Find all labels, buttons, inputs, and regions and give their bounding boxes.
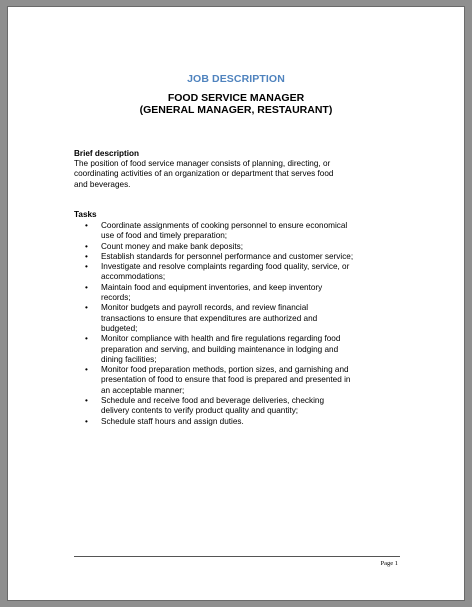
task-text: Investigate and resolve complaints regarding food quality, service, or accommodations; (101, 262, 350, 282)
job-subtitle: (GENERAL MANAGER, RESTAURANT) (139, 104, 333, 116)
page-number: Page 1 (380, 560, 398, 567)
task-text: Schedule and receive food and beverage deliveries, checking delivery contents to verify product quality and quantity; (101, 396, 325, 416)
bullet-icon: • (85, 251, 88, 261)
document-page (7, 6, 465, 601)
task-text: Establish standards for personnel performance and customer service; (101, 251, 354, 261)
task-text: Coordinate assignments of cooking personnel to ensure economical use of food and timely preparation; (101, 221, 348, 241)
task-item (74, 417, 354, 427)
task-text: Count money and make bank deposits; (101, 241, 244, 251)
task-item (74, 283, 354, 304)
task-item (74, 396, 354, 417)
bullet-icon: • (85, 416, 88, 426)
brief-description-text: The position of food service manager consists of planning, directing, or coordinating activities of an organization or department that serves food and beverages. (74, 159, 334, 189)
bullet-icon: • (85, 303, 88, 313)
bullet-icon: • (85, 262, 88, 272)
task-item (74, 365, 354, 396)
bullet-icon: • (85, 365, 88, 375)
task-item (74, 221, 354, 242)
task-item (74, 303, 354, 334)
bullet-icon: • (85, 282, 88, 292)
bullet-icon: • (85, 396, 88, 406)
task-item (74, 334, 354, 365)
bullet-icon: • (85, 334, 88, 344)
bullet-icon: • (85, 221, 88, 230)
task-text: Maintain food and equipment inventories, and keep inventory records; (101, 282, 323, 303)
task-item (74, 242, 354, 252)
task-text: Monitor food preparation methods, portion sizes, and garnishing and presentation of food to ensure that food is prepared and presented in an acceptable manner; (101, 365, 351, 395)
task-item (74, 262, 354, 283)
bullet-icon: • (85, 241, 88, 251)
footer-divider (74, 556, 400, 557)
job-title: FOOD SERVICE MANAGER (167, 92, 305, 104)
tasks-list (74, 221, 354, 427)
task-text: Monitor compliance with health and fire regulations regarding food preparation and serving, and building maintenance in lodging and dining facilities; (101, 334, 341, 364)
tasks-heading: Tasks (74, 210, 97, 219)
task-text: Monitor budgets and payroll records, and review financial transactions to ensure that expenditures are authorized and budgeted; (101, 303, 318, 333)
task-text: Schedule staff hours and assign duties. (101, 416, 244, 426)
task-item (74, 252, 354, 262)
document-type-label: JOB DESCRIPTION (187, 73, 285, 85)
brief-description-heading: Brief description (74, 149, 140, 158)
